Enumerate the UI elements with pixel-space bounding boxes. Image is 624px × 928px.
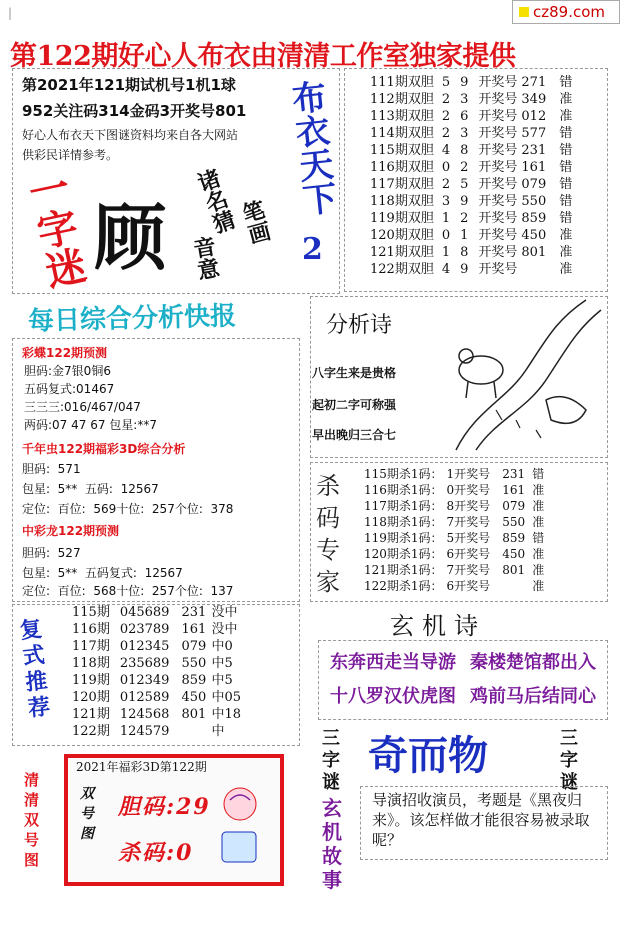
compound-period: 118期 (72, 656, 110, 671)
record-digit-1: 1 (441, 211, 451, 226)
kill-period: 118期杀1码： (364, 515, 443, 529)
caidie-line-1: 胆码:金7银0铜6 (24, 364, 111, 378)
record-number: 859 (521, 211, 547, 226)
xuanji-line-2a: 十八罗汉伏虎图 (330, 686, 456, 707)
kill-period: 119期杀1码： (364, 531, 443, 545)
compound-row (70, 638, 243, 655)
kill-code-side-label (316, 470, 346, 598)
record-row (368, 210, 574, 227)
record-label: 开奖号 (478, 228, 518, 243)
compound-row (70, 604, 243, 621)
record-digit-1: 4 (441, 143, 451, 158)
record-result: 准 (559, 262, 573, 277)
record-digit-2: 2 (460, 211, 469, 226)
record-digit-1: 4 (441, 262, 451, 277)
fucai-dan-code: 胆码:29 (118, 794, 211, 820)
kill-digit-label: 5开奖号 (446, 531, 491, 545)
record-result: 错 (559, 160, 573, 175)
compound-numbers: 124579 (119, 724, 170, 739)
kill-result: 准 (532, 483, 545, 497)
record-number: 801 (521, 245, 547, 260)
kill-number: 550 (502, 515, 526, 529)
story-side-char: 事 (322, 868, 342, 892)
kill-result: 准 (532, 515, 545, 529)
brand-title: 布衣天下 (284, 78, 338, 218)
kill-number: 079 (502, 499, 526, 513)
compound-row (70, 689, 243, 706)
record-result: 错 (559, 177, 573, 192)
poem-title: 分析诗 (326, 313, 393, 338)
brand-number: 2 (302, 232, 323, 267)
record-digit-2: 8 (460, 143, 469, 158)
compound-numbers: 012349 (119, 673, 170, 688)
xuanji-story-text: 导演招收演员，考题是《黑夜归来》。该怎样做才能很容易被录取呢？ (372, 791, 590, 849)
record-row (368, 261, 574, 278)
record-result: 准 (559, 92, 573, 107)
record-row (368, 108, 574, 125)
record-digit-1: 2 (441, 92, 451, 107)
qingqing-side-char: 双 (24, 811, 40, 829)
kill-result: 准 (532, 499, 545, 513)
compound-period: 115期 (72, 605, 110, 620)
kill-code-row (362, 562, 546, 578)
record-label: 开奖号 (478, 126, 518, 141)
kill-result: 准 (532, 547, 545, 561)
compound-draw: 079 (181, 639, 207, 654)
record-result: 错 (559, 75, 573, 90)
riddle-hint-1: 诸名猜 (191, 165, 239, 237)
riddle-right-char: 字 (560, 750, 578, 771)
kill-result: 准 (532, 563, 545, 577)
three-char-riddle-left (322, 728, 352, 794)
compound-row (70, 672, 243, 689)
kill-result: 准 (532, 579, 545, 593)
qiannian-title: 千年虫122期福彩3D综合分析 (22, 442, 186, 456)
riddle-hint-3: 音意 (188, 234, 222, 283)
compound-result: 中18 (211, 707, 242, 722)
kill-number: 231 (502, 467, 526, 481)
record-number (519, 261, 551, 278)
qingqing-side-char: 清 (24, 791, 40, 809)
record-label: 开奖号 (478, 92, 518, 107)
kill-code-row (362, 578, 546, 594)
story-side-char: 机 (322, 820, 342, 844)
caidie-line-4: 两码:07 47 67 包星:**7 (24, 418, 157, 432)
compound-result: 中05 (211, 690, 242, 705)
caidie-line-2: 五码复式:01467 (24, 382, 115, 396)
daily-report-title: 每日综合分析快报 (27, 301, 237, 337)
fucai-title: 2021年福彩3D第122期 (76, 760, 207, 774)
compound-side-char: 式 (21, 641, 47, 671)
poem-illustration (436, 290, 616, 460)
logo-square-icon (519, 7, 529, 17)
record-digit-1: 0 (441, 228, 451, 243)
record-result: 错 (559, 126, 573, 141)
record-period: 121期双胆 (370, 245, 434, 260)
kill-digit-label: 6开奖号 (446, 547, 491, 561)
qingqing-side-char: 图 (24, 851, 40, 869)
kill-period: 121期杀1码： (364, 563, 443, 577)
record-digit-1: 5 (441, 75, 451, 90)
record-number: 079 (521, 177, 547, 192)
record-label: 开奖号 (478, 211, 518, 226)
riddle-hint-2: 笔画 (236, 197, 274, 247)
kill-code-row (362, 482, 546, 498)
record-result: 错 (559, 194, 573, 209)
compound-period: 117期 (72, 639, 110, 654)
kill-digit-label: 7开奖号 (446, 563, 491, 577)
record-number: 012 (521, 109, 547, 124)
record-digit-2: 8 (460, 245, 469, 260)
record-digit-1: 1 (441, 245, 451, 260)
zhongcai-line-3: 定位: 百位: 568十位: 257个位: 137 (22, 584, 234, 598)
compound-numbers: 045689 (119, 605, 170, 620)
poem-line-1: 八字生来是贵格 (312, 366, 397, 380)
kill-result: 错 (532, 531, 545, 545)
record-period: 114期双胆 (370, 126, 434, 141)
kill-code-row (362, 530, 546, 546)
compound-result: 中5 (211, 673, 233, 688)
compound-numbers: 012589 (119, 690, 170, 705)
record-digit-1: 3 (441, 194, 451, 209)
xuanji-line-1a: 东奔西走当导游 (330, 652, 456, 673)
caidie-line-3: 三三三:016/467/047 (24, 400, 141, 414)
compound-result: 中5 (211, 656, 233, 671)
story-side-char: 故 (322, 844, 342, 868)
record-result: 错 (559, 143, 573, 158)
compound-period: 120期 (72, 690, 110, 705)
top-marker: | (8, 6, 13, 20)
zhongcai-line-1: 胆码: 527 (22, 546, 81, 560)
compound-numbers: 235689 (119, 656, 170, 671)
kill-digit-label: 8开奖号 (446, 499, 491, 513)
kill-period: 115期杀1码： (364, 467, 443, 481)
record-digit-2: 9 (460, 75, 469, 90)
records-table (368, 74, 574, 278)
kill-code-row (362, 466, 546, 482)
compound-row (70, 621, 243, 638)
record-digit-2: 9 (460, 262, 469, 277)
compound-result: 中0 (211, 639, 233, 654)
xuanji-line-2b: 鸡前马后结同心 (470, 686, 596, 707)
record-row (368, 193, 574, 210)
kill-period: 120期杀1码： (364, 547, 443, 561)
fucai-side-char: 号 (80, 806, 94, 822)
record-digit-2: 3 (460, 92, 469, 107)
riddle-right-char: 三 (560, 728, 578, 749)
qiannian-line-1: 胆码: 571 (22, 462, 81, 476)
record-label: 开奖号 (478, 245, 518, 260)
kill-digit-label: 7开奖号 (446, 515, 491, 529)
kill-period: 116期杀1码： (364, 483, 443, 497)
compound-row (70, 655, 243, 672)
compound-period: 116期 (72, 622, 110, 637)
compound-draw: 450 (181, 690, 207, 705)
compound-result: 没中 (211, 605, 238, 620)
kill-digit-label: 6开奖号 (446, 579, 491, 593)
record-period: 118期双胆 (370, 194, 434, 209)
record-row (368, 244, 574, 261)
record-row (368, 142, 574, 159)
record-label: 开奖号 (478, 262, 518, 277)
record-number: 231 (521, 143, 547, 158)
record-period: 113期双胆 (370, 109, 434, 124)
qiannian-line-3: 定位: 百位: 569十位: 257个位: 378 (22, 502, 234, 516)
compound-result: 没中 (211, 622, 238, 637)
record-row (368, 227, 574, 244)
record-result: 准 (559, 109, 573, 124)
xuanji-story-side (322, 796, 352, 892)
kill-code-row (362, 514, 546, 530)
info-line-2: 952关注码314金码3开奖号801 (22, 102, 247, 120)
qingqing-side-char: 号 (24, 831, 40, 849)
record-label: 开奖号 (478, 143, 518, 158)
riddle-left-char: 字 (322, 750, 340, 771)
riddle-left-char: 三 (322, 728, 340, 749)
record-number: 577 (521, 126, 547, 141)
xuanji-title: 玄机诗 (390, 612, 486, 640)
yizimi-label: 一字迷 (18, 165, 90, 293)
record-digit-2: 1 (460, 228, 469, 243)
kill-side-char: 家 (316, 568, 340, 596)
record-period: 122期双胆 (370, 262, 434, 277)
record-period: 120期双胆 (370, 228, 434, 243)
fucai-kill-code: 杀码:0 (118, 840, 194, 866)
compound-numbers: 012345 (119, 639, 170, 654)
fucai-side-char: 图 (80, 826, 94, 842)
compound-draw: 231 (181, 605, 207, 620)
riddle-character: 顾 (94, 195, 167, 280)
compound-row (70, 723, 243, 740)
compound-draw: 161 (181, 622, 207, 637)
compound-period: 119期 (72, 673, 110, 688)
record-period: 112期双胆 (370, 92, 434, 107)
poem-line-3: 早出晚归三合七 (312, 428, 397, 442)
record-digit-1: 2 (441, 109, 451, 124)
record-digit-1: 0 (441, 160, 451, 175)
record-label: 开奖号 (478, 75, 518, 90)
record-number: 550 (521, 194, 547, 209)
kill-code-row (362, 498, 546, 514)
kill-code-row (362, 546, 546, 562)
compound-side-char: 复 (18, 616, 44, 645)
caidie-title: 彩蝶122期预测 (22, 346, 108, 360)
compound-period: 121期 (72, 707, 110, 722)
page-title: 第122期好心人布衣由清清工作室独家提供 (10, 41, 516, 72)
kill-number (492, 578, 530, 594)
compound-side-char: 推 (24, 667, 49, 696)
compound-numbers: 023789 (119, 622, 170, 637)
fucai-side (80, 784, 100, 844)
site-url: cz89.com (533, 3, 606, 21)
info-line-1: 第2021年121期试机号1机1球 (22, 76, 236, 94)
compound-draw: 859 (181, 673, 207, 688)
kill-number: 859 (502, 531, 526, 545)
record-period: 111期双胆 (370, 75, 434, 90)
info-line-4: 供彩民详情参考。 (22, 148, 119, 162)
compound-result: 中 (211, 724, 225, 739)
kill-result: 错 (532, 467, 545, 481)
record-number: 271 (521, 75, 547, 90)
record-row (368, 125, 574, 142)
record-digit-2: 3 (460, 126, 469, 141)
kill-number: 450 (502, 547, 526, 561)
kill-number: 801 (502, 563, 526, 577)
record-row (368, 159, 574, 176)
kill-digit-label: 0开奖号 (446, 483, 491, 497)
zhongcai-title: 中彩龙122期预测 (22, 524, 120, 538)
record-digit-1: 2 (441, 177, 451, 192)
compound-numbers: 124568 (119, 707, 170, 722)
riddle-left-char: 谜 (322, 772, 340, 793)
record-row (368, 74, 574, 91)
kill-code-table (362, 466, 546, 594)
record-result: 准 (559, 245, 573, 260)
kill-side-char: 专 (316, 536, 340, 564)
kill-side-char: 杀 (316, 472, 340, 500)
record-row (368, 91, 574, 108)
record-period: 115期双胆 (370, 143, 434, 158)
record-period: 116期双胆 (370, 160, 434, 175)
compound-side-char: 荐 (26, 693, 52, 722)
record-number: 349 (521, 92, 547, 107)
riddle-right-char: 谜 (560, 772, 578, 793)
compound-table (70, 604, 243, 740)
record-result: 准 (559, 228, 573, 243)
record-label: 开奖号 (478, 194, 518, 209)
record-label: 开奖号 (478, 177, 518, 192)
kill-digit-label: 1开奖号 (446, 467, 491, 481)
compound-draw: 801 (181, 707, 207, 722)
record-digit-2: 5 (460, 177, 469, 192)
three-char-riddle-right (560, 728, 590, 794)
qingqing-side (24, 770, 54, 870)
zhongcai-line-2: 包星: 5** 五码复式: 12567 (22, 566, 183, 580)
qingqing-side-char: 清 (24, 771, 40, 789)
riddle-answer-word: 奇而物 (368, 732, 488, 779)
poem-line-2: 起初二字可称强 (312, 398, 397, 412)
compound-row (70, 706, 243, 723)
record-period: 119期双胆 (370, 211, 434, 226)
info-line-3: 好心人布衣天下图谜资料均来自各大网站 (22, 128, 239, 142)
record-result: 错 (559, 211, 573, 226)
kill-number: 161 (502, 483, 526, 497)
qiannian-line-2: 包星: 5** 五码: 12567 (22, 482, 159, 496)
record-label: 开奖号 (478, 160, 518, 175)
record-digit-2: 2 (460, 160, 469, 175)
record-label: 开奖号 (478, 109, 518, 124)
xuanji-line-1b: 秦楼楚馆都出入 (470, 652, 596, 673)
record-digit-2: 9 (460, 194, 469, 209)
story-side-char: 玄 (322, 796, 342, 820)
compound-draw (171, 723, 209, 740)
record-row (368, 176, 574, 193)
record-period: 117期双胆 (370, 177, 434, 192)
record-digit-2: 6 (460, 109, 469, 124)
compound-period: 122期 (72, 724, 110, 739)
fucai-decoration (200, 774, 270, 874)
kill-side-char: 码 (316, 504, 340, 532)
record-digit-1: 2 (441, 126, 451, 141)
site-watermark[interactable] (512, 0, 620, 24)
fucai-side-char: 双 (80, 786, 94, 802)
kill-period: 117期杀1码： (364, 499, 443, 513)
compound-draw: 550 (181, 656, 207, 671)
record-number: 161 (521, 160, 547, 175)
record-number: 450 (521, 228, 547, 243)
kill-period: 122期杀1码： (364, 579, 443, 593)
